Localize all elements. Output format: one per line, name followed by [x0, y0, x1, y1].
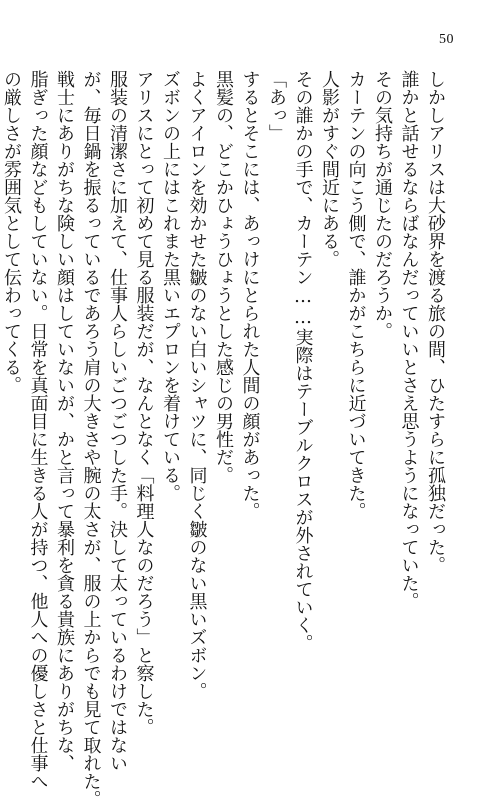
- text-line: アリスにとって初めて見る服装だが、なんとなく「料理人なのだろう」と察した。: [133, 70, 155, 736]
- text-line: その気持ちが通じたのだろうか。: [372, 70, 393, 340]
- text-line: 服装の清潔さに加えて、仕事人らしいごつごつした手。決して太っているわけではない: [107, 70, 128, 772]
- text-line: カーテンの向こう側で、誰かがこちらに近づいてきた。: [345, 70, 367, 520]
- text-line: の厳しさが雰囲気として伝わってくる。: [1, 70, 22, 394]
- text-line: 人影がすぐ間近にある。: [319, 70, 340, 268]
- text-line: 脂ぎった顔などもしていない。日常を真面目に生きる人が持つ、他人への優しさと仕事へ: [27, 70, 49, 790]
- body-text: [0, 70, 448, 808]
- text-line: ズボンの上にはこれまた黒いエプロンを着けている。: [160, 70, 181, 502]
- text-line: 「あっ」: [266, 70, 287, 142]
- text-line: 戦士にありがちな険しい顔はしていないが、かと言って暴利を貪る貴族にありがちな、: [54, 70, 75, 772]
- text-line: 誰かと話せるならばなんだっていいとさえ思うようになっていた。: [398, 70, 420, 610]
- text-line: するとそこには、あっけにとられた人間の顔があった。: [239, 70, 261, 520]
- page-number: 50: [439, 32, 454, 47]
- text-line: しかしアリスは大砂界を渡る旅の間、ひたすらに孤独だった。: [425, 70, 446, 574]
- text-line: 黒髪の、どこかひょうひょうとした感じの男性だ。: [213, 70, 234, 484]
- text-line: その誰かの手で、カーテン……実際はテーブルクロスが外されていく。: [292, 70, 314, 652]
- text-line: よくアイロンを効かせた皺のない白いシャツに、同じく皺のない黒いズボン。: [186, 70, 208, 700]
- text-line: が、毎日鍋を振るっているであろう肩の大きさや腕の太さが、服の上からでも見て取れた。: [80, 70, 102, 808]
